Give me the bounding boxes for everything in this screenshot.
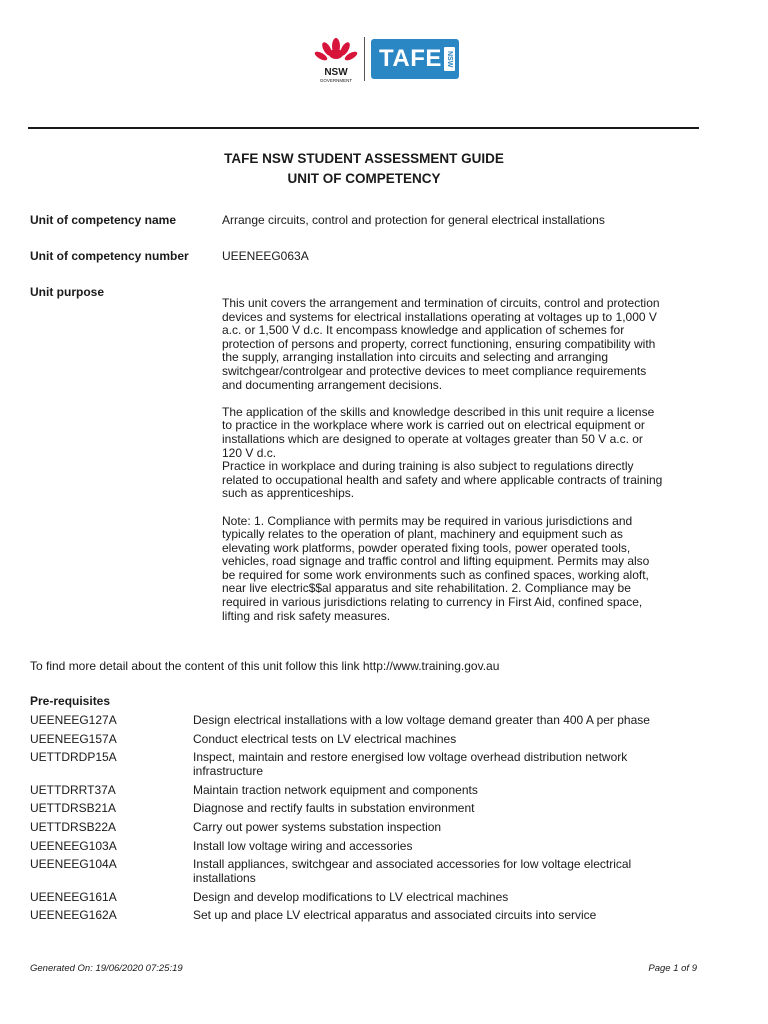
prerequisite-row	[30, 890, 710, 904]
prerequisite-row	[30, 713, 710, 727]
purpose-paragraph: This unit covers the arrangement and termination of circuits, control and protection devices and systems for electrical installations operating at voltages up to 1,000 V a.c. or 1,500 V d.c. It encompass knowledge and application of schemes for protection of persons and property, correct functioning, ensuring compatibility with the supply, arranging installation into circuits and selecting and arranging switchgear/controlgear and protective devices to meet compliance requirements and documenting arrangement decisions.	[222, 296, 660, 392]
prerequisite-code: UEENEEG162A	[30, 908, 117, 923]
prerequisite-code: UETTDRSB22A	[30, 819, 117, 834]
prerequisite-code: UEENEEG127A	[30, 713, 117, 727]
prerequisite-row	[30, 820, 710, 834]
prerequisite-code: UETTDRDP15A	[30, 750, 117, 765]
tafe-logo-text: TAFE	[379, 45, 442, 72]
document-subtitle: UNIT OF COMPETENCY	[287, 171, 441, 186]
nsw-logo-subtext: GOVERNMENT	[319, 78, 353, 83]
prerequisite-row	[30, 857, 710, 885]
prerequisite-description: Carry out power systems substation inspection	[193, 819, 442, 834]
unit-name-label: Unit of competency name	[30, 213, 177, 227]
prerequisite-row	[30, 801, 710, 815]
prerequisite-description: Maintain traction network equipment and components	[193, 782, 478, 797]
unit-number-value: UEENEEG063A	[222, 249, 309, 263]
unit-name-value: Arrange circuits, control and protection for general electrical installations	[222, 213, 605, 227]
document-title: TAFE NSW STUDENT ASSESSMENT GUIDE	[224, 151, 504, 166]
prerequisite-row	[30, 732, 710, 746]
prerequisite-code: UEENEEG104A	[30, 857, 117, 872]
prerequisite-description: Design electrical installations with a low voltage demand greater than 400 A per phase	[193, 713, 650, 727]
prerequisite-description: Diagnose and rectify faults in substation environment	[193, 801, 475, 816]
unit-number-label: Unit of competency number	[30, 249, 189, 263]
page-number: Page 1 of 9	[648, 963, 697, 974]
prerequisite-description: Conduct electrical tests on LV electrical machines	[193, 731, 457, 746]
generated-timestamp: Generated On: 19/06/2020 07:25:19	[30, 963, 183, 974]
prerequisite-row	[30, 908, 710, 922]
header-logos	[312, 34, 459, 84]
prerequisite-row	[30, 783, 710, 797]
prerequisite-code: UETTDRRT37A	[30, 782, 116, 797]
prerequisites-heading: Pre-requisites	[30, 694, 111, 708]
prerequisite-row	[30, 750, 710, 778]
prerequisite-code: UEENEEG103A	[30, 838, 117, 853]
unit-purpose-label: Unit purpose	[30, 285, 104, 299]
prerequisites-list	[30, 713, 710, 927]
purpose-paragraph: The application of the skills and knowledge described in this unit require a license to practice in the workplace where work is carried out on electrical equipment or installations which are designed to operate at voltages greater than 50 V a.c. or 120 V d.c. Practice in workplace and during training is also subject to regulations directly related to occupational health and safety and where applicable contracts of training such as apprenticeships.	[222, 404, 663, 501]
header-rule	[28, 127, 699, 129]
nsw-logo-text: NSW	[324, 67, 348, 78]
prerequisite-description: Install appliances, switchgear and associated accessories for low voltage electrical installations	[193, 857, 632, 886]
purpose-paragraph: Note: 1. Compliance with permits may be required in various jurisdictions and typically relates to the operation of plant, machinery and equipment such as elevating work platforms, powder operated fixing tools, power operated tools, vehicles, road signage and traffic control and lifting equipment. Permits may also be required for some work environments such as confined spaces, working aloft, near live electric$$al apparatus and site rehabilitation. 2. Compliance may be required in various jurisdictions relating to currency in First Aid, confined space, lifting and risk safety measures.	[222, 513, 650, 623]
prerequisite-code: UEENEEG157A	[30, 731, 117, 746]
waratah-icon	[312, 34, 360, 84]
prerequisite-description: Design and develop modifications to LV electrical machines	[193, 889, 509, 904]
prerequisite-description: Install low voltage wiring and accessories	[193, 838, 413, 853]
unit-purpose-text	[222, 297, 702, 637]
nsw-government-logo	[312, 34, 360, 84]
tafe-logo-subtext: NSW	[444, 47, 455, 71]
tafe-nsw-logo	[371, 39, 459, 79]
more-info-text: To find more detail about the content of this unit follow this link http://www.training.gov.au	[30, 659, 500, 673]
prerequisite-code: UETTDRSB21A	[30, 801, 117, 816]
prerequisite-row	[30, 839, 710, 853]
prerequisite-code: UEENEEG161A	[30, 889, 117, 904]
prerequisite-description: Inspect, maintain and restore energised low voltage overhead distribution network infrastructure	[193, 750, 628, 779]
logo-divider	[364, 37, 365, 81]
prerequisite-description: Set up and place LV electrical apparatus and associated circuits into service	[193, 908, 597, 923]
